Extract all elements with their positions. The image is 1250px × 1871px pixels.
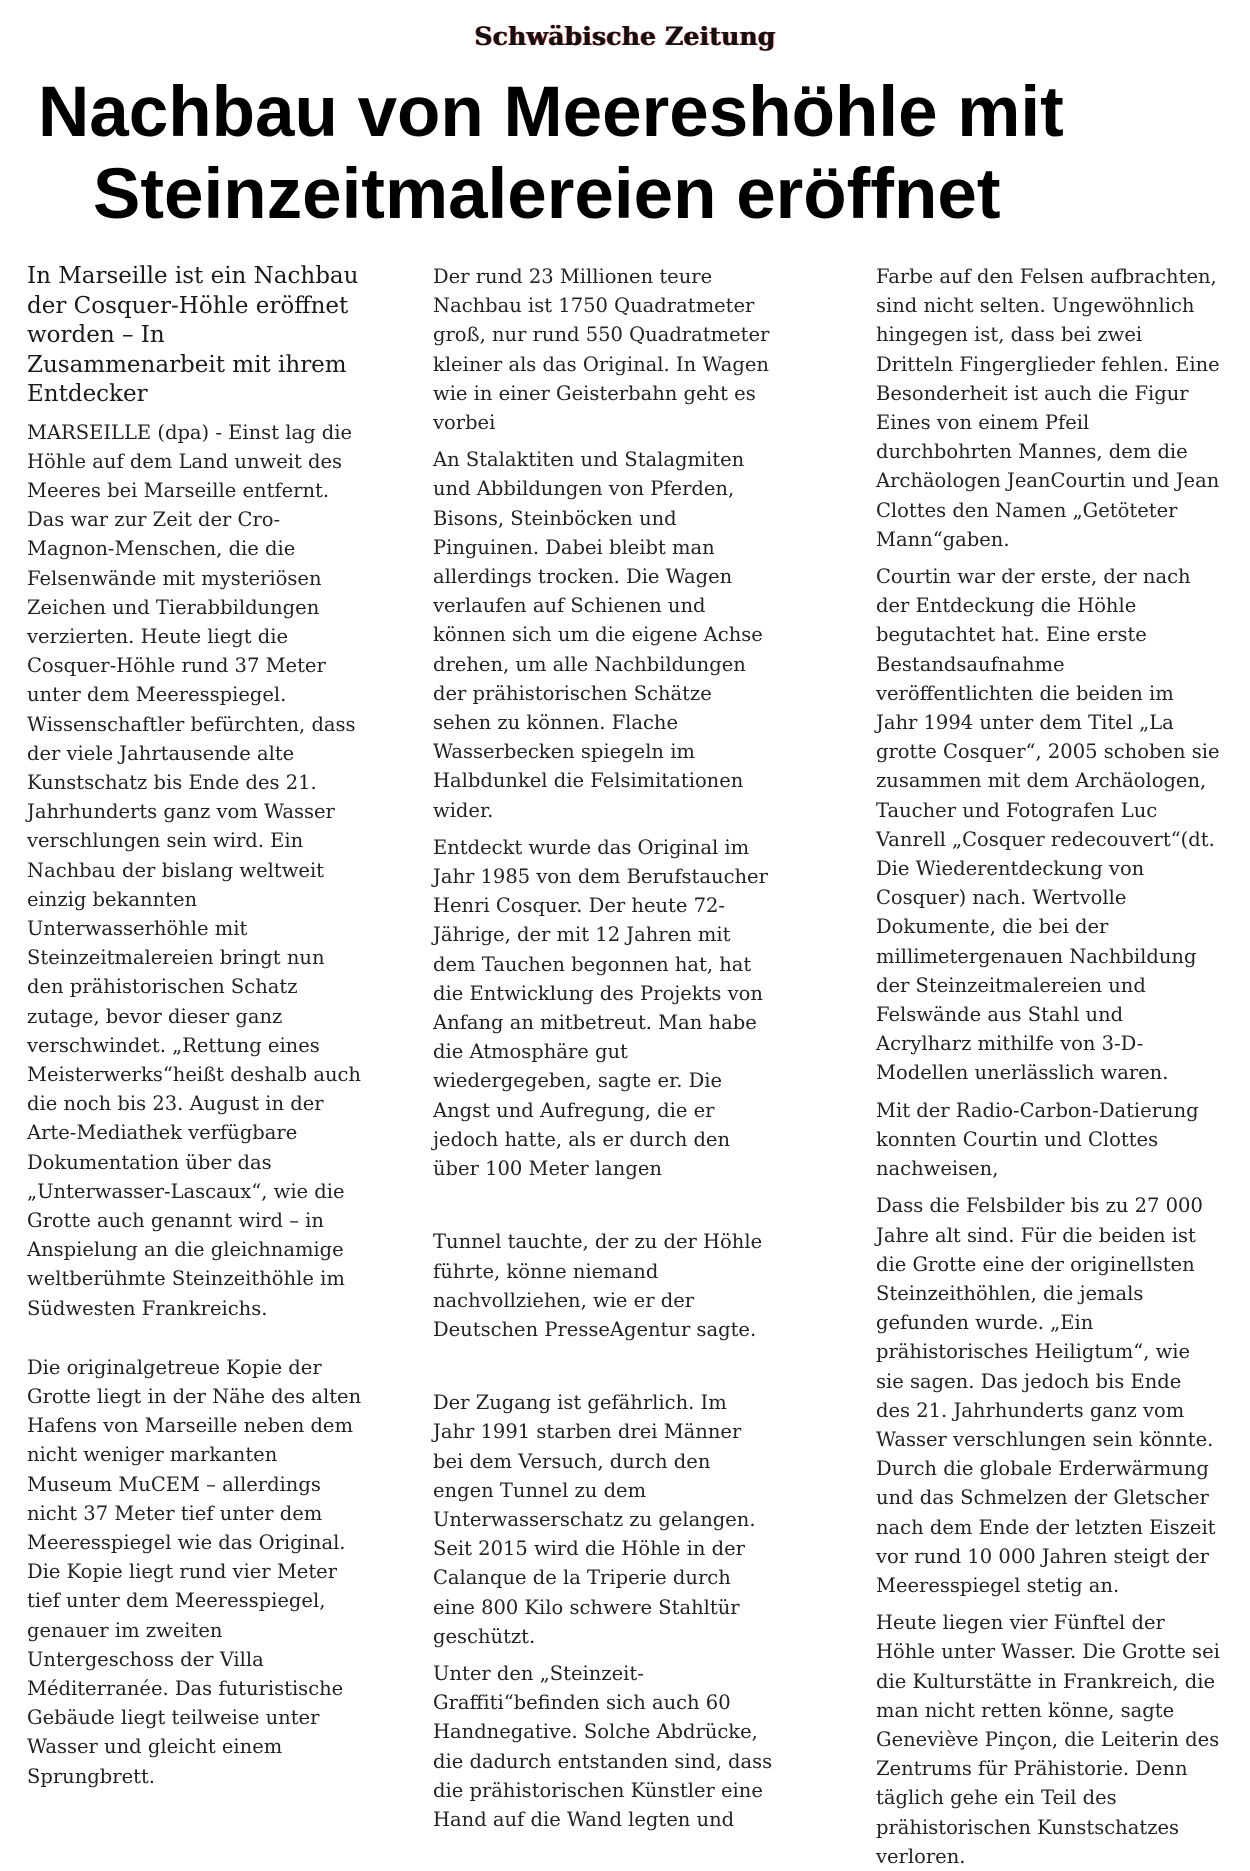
- article-column-3: [876, 262, 1221, 1871]
- column-2-paragraph-6: Unter den „Steinzeit-Graffiti“befinden sich auch 60 Handnegative. Solche Abdrücke, die dadurch entstanden sind, dass die prähistorischen Künstler eine Hand auf die Wand legten und: [433, 1661, 773, 1831]
- column-1-paragraph-1: MARSEILLE (dpa) - Einst lag die Höhle auf dem Land unweit des Meeres bei Marseille entfernt. Das war zur Zeit der Cro-Magnon-Menschen, die die Felsenwände mit mysteriösen Zeichen und Tierabbildungen verzierten. Heute liegt die Cosquer-Höhle rund 37 Meter unter dem Meeresspiegel. Wissenschaftler befürchten, dass der viele Jahrtausende alte Kunstschatz bis Ende des 21. Jahrhunderts ganz vom Wasser verschlungen sein wird. Ein Nachbau der bislang weltweit einzig bekannten Unterwasserhöhle mit Steinzeitmalereien bringt nun den prähistorischen Schatz zutage, bevor dieser ganz verschwindet. „Rettung eines Meisterwerks“heißt deshalb auch die noch bis 23. August in der Arte-Mediathek verfügbare Dokumentation über das „Unterwasser-Lascaux“, wie die Grotte auch genannt wird – in Anspielung an die gleichnamige weltberühmte Steinzeithöhle im Südwesten Frankreichs.: [27, 420, 361, 1320]
- column-3-paragraph-3: Mit der Radio-Carbon-Datierung konnten Courtin und Clottes nachweisen,: [876, 1098, 1199, 1181]
- column-3-paragraph-4: Dass die Felsbilder bis zu 27 000 Jahre alt sind. Für die beiden ist die Grotte eine der originellsten Steinzeithöhlen, die jemals gefunden wurde. „Ein prähistorisches Heiligtum“, wie sie sagen. Das jedoch bis Ende des 21. Jahrhunderts ganz vom Wasser verschlungen sein könnte. Durch die globale Erderwärmung und das Schmelzen der Gletscher nach dem Ende der letzten Eiszeit vor rund 10 000 Jahren steigt der Meeresspiegel stetig an.: [876, 1194, 1216, 1597]
- article-column-2: [433, 262, 773, 1834]
- column-3-paragraph-2: Courtin war der erste, der nach der Entdeckung die Höhle begutachtet hat. Eine erste Bestandsaufnahme veröffentlichten die beiden im Jahr 1994 unter dem Titel „La grotte Cosquer“, 2005 schoben sie zusammen mit dem Archäologen, Taucher und Fotografen Luc Vanrell „Cosquer redecouvert“(dt. Die Wiederentdeckung von Cosquer) nach. Wertvolle Dokumente, die bei der millimetergenauen Nachbildung der Steinzeitmalereien und Felswände aus Stahl und Acrylharz mithilfe von 3-D-Modellen unerlässlich waren.: [876, 565, 1220, 1085]
- column-1-paragraph-2: Die originalgetreue Kopie der Grotte liegt in der Nähe des alten Hafens von Marseille neben dem nicht weniger markanten Museum MuCEM – allerdings nicht 37 Meter tief unter dem Meeresspiegel wie das Original. Die Kopie liegt rund vier Meter tief unter dem Meeresspiegel, genauer im zweiten Untergeschoss der Villa Méditerranée. Das futuristische Gebäude liegt teilweise unter Wasser und gleicht einem Sprungbrett.: [27, 1355, 362, 1788]
- newspaper-masthead: Schwäbische Zeitung: [474, 22, 776, 51]
- column-3-paragraph-5: Heute liegen vier Fünftel der Höhle unter Wasser. Die Grotte sei die Kulturstätte in Frankreich, die man nicht retten könne, sagte Geneviève Pinçon, die Leiterin des Zentrums für Prähistorie. Denn täglich gehe ein Teil des prähistorischen Kunstschatzes verloren.: [876, 1611, 1220, 1868]
- column-2-paragraph-1: Der rund 23 Millionen teure Nachbau ist 1750 Quadratmeter groß, nur rund 550 Quadratmeter kleiner als das Original. In Wagen wie in einer Geisterbahn geht es vorbei: [433, 265, 770, 435]
- column-2-paragraph-3: Entdeckt wurde das Original im Jahr 1985 von dem Berufstaucher Henri Cosquer. Der heute 72-Jährige, der mit 12 Jahren mit dem Tauchen begonnen hat, hat die Entwicklung des Projekts von Anfang an mitbetreut. Man habe die Atmosphäre gut wiedergegeben, sagte er. Die Angst und Aufregung, die er jedoch hatte, als er durch den über 100 Meter langen: [433, 835, 768, 1181]
- article-headline: [38, 72, 1228, 236]
- column-3-paragraph-1: Farbe auf den Felsen aufbrachten, sind nicht selten. Ungewöhnlich hingegen ist, dass bei zwei Dritteln Fingerglieder fehlen. Eine Besonderheit ist auch die Figur Eines von einem Pfeil durchbohrten Mannes, dem die Archäologen JeanCourtin und Jean Clottes den Namen „Getöteter Mann“gaben.: [876, 265, 1220, 551]
- article-lede: In Marseille ist ein Nachbau der Cosquer-Höhle eröffnet worden – In Zusammenarbeit mit ihrem Entdecker: [27, 263, 359, 407]
- article-column-1: [27, 262, 367, 1791]
- column-2-paragraph-4: Tunnel tauchte, der zu der Höhle führte, könne niemand nachvollziehen, wie er der Deutschen PresseAgentur sagte.: [433, 1230, 763, 1341]
- column-2-paragraph-5: Der Zugang ist gefährlich. Im Jahr 1991 starben drei Männer bei dem Versuch, durch den engen Tunnel zu dem Unterwasserschatz zu gelangen. Seit 2015 wird die Höhle in der Calanque de la Triperie durch eine 800 Kilo schwere Stahltür geschützt.: [433, 1391, 756, 1648]
- headline-line-2: Steinzeitmalereien eröffnet: [93, 155, 1001, 234]
- column-2-paragraph-2: An Stalaktiten und Stalagmiten und Abbildungen von Pferden, Bisons, Steinböcken und Pinguinen. Dabei bleibt man allerdings trocken. Die Wagen verlaufen auf Schienen und können sich um die eigene Achse drehen, um alle Nachbildungen der prähistorischen Schätze sehen zu können. Flache Wasserbecken spiegeln im Halbdunkel die Felsimitationen wider.: [433, 448, 763, 822]
- headline-line-1: Nachbau von Meereshöhle mit: [38, 73, 1064, 152]
